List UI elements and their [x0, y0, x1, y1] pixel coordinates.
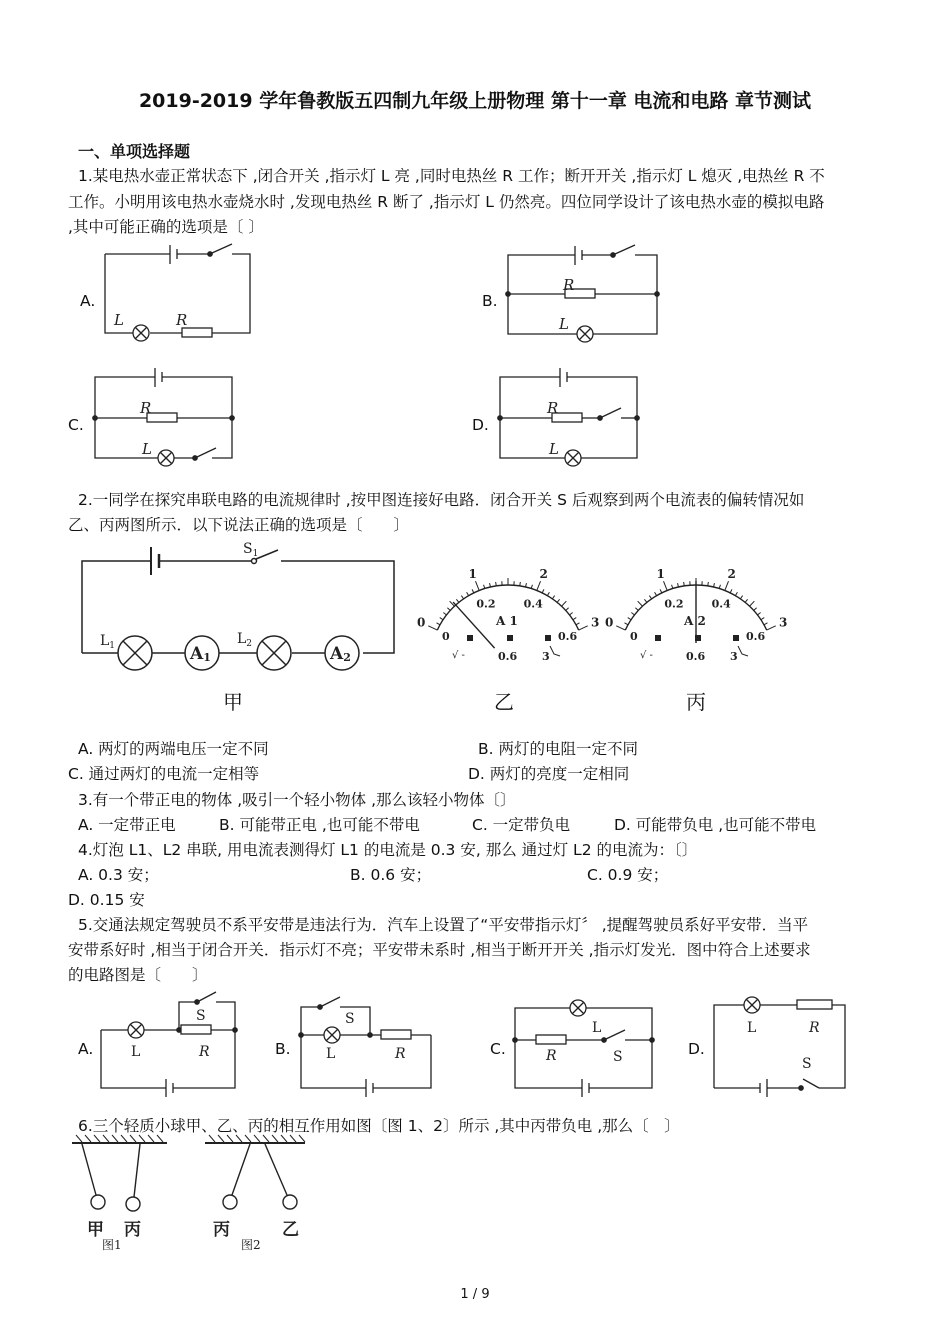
q3-stem: 3.有一个带正电的物体 ,吸引一个轻小物体 ,那么该轻小物体〔〕	[78, 791, 516, 809]
meter-terminal	[655, 635, 661, 641]
meter-tick	[708, 582, 709, 586]
page-title: 2019-2019 学年鲁教版五四制九年级上册物理 第十一章 电流和电路 章节测试	[138, 90, 812, 112]
meter-tick	[440, 618, 443, 620]
meter-tick	[552, 596, 554, 599]
meter-tick	[484, 585, 485, 589]
meter-tick	[638, 601, 643, 606]
q6-fig2-left: 丙	[213, 1220, 230, 1240]
meter-wire	[738, 646, 748, 656]
q5-circuit-d	[711, 990, 861, 1090]
q6-figure-2	[205, 1135, 325, 1250]
meter-bottom-tick-label: 0.2	[664, 597, 684, 611]
meter-tick	[576, 623, 579, 625]
q1-option-a-label: A.	[80, 292, 96, 310]
meter-tick	[569, 613, 572, 615]
meter-tick	[635, 608, 638, 611]
meter-tick	[531, 585, 532, 589]
q1c-label-L: L	[142, 440, 152, 458]
meter-tick	[616, 626, 625, 630]
q2-l2-sub: 2	[246, 639, 253, 649]
q1c-label-R: R	[140, 399, 152, 417]
q5-option-c-label: C.	[490, 1040, 506, 1058]
q1a-label-L: L	[114, 311, 124, 329]
meter-bottom-tick-label: 0.4	[711, 597, 731, 611]
q5d-label-S: S	[802, 1056, 812, 1072]
q5-circuit-c	[512, 990, 672, 1090]
q2-caption-jia: 甲	[223, 690, 243, 714]
meter-tick	[437, 623, 440, 625]
meter-tick	[547, 592, 549, 595]
meter-tick	[447, 608, 450, 611]
q5a-label-R: R	[199, 1044, 210, 1060]
meter-tick	[542, 589, 544, 593]
meter-tick	[566, 608, 569, 611]
q1-circuit-b	[505, 240, 665, 340]
q6-fig1-left: 甲	[87, 1220, 104, 1240]
meter-terminal	[733, 635, 739, 641]
q2-a2-sub: 2	[343, 651, 351, 664]
meter-terminal	[467, 635, 473, 641]
meter-tick	[562, 601, 567, 606]
meter-terminal-label: 3	[542, 650, 550, 663]
q5-circuit-b	[298, 990, 448, 1090]
meter-top-tick-label: 3	[591, 615, 600, 630]
q3-option-c: C. 一定带负电	[472, 816, 571, 834]
q5-option-d-label: D.	[688, 1040, 705, 1058]
q1-option-c-label: C.	[68, 416, 84, 434]
q2-caption-yi: 乙	[494, 690, 514, 714]
q2-s1-sub: 1	[252, 549, 259, 559]
q2-l1-label: L	[100, 633, 110, 649]
meter-top-tick-label: 2	[727, 566, 736, 581]
q5b-label-L: L	[326, 1046, 336, 1062]
svg-text:S1	[243, 541, 258, 559]
meter-terminal-label: 0.6	[686, 650, 706, 663]
meter-tick	[655, 592, 657, 595]
meter-tick	[472, 589, 474, 593]
meter-tick	[660, 589, 662, 593]
meter-tick	[735, 592, 737, 595]
q6-fig1-caption: 图1	[102, 1238, 122, 1252]
q4-option-a: A. 0.3 安；	[78, 866, 159, 884]
meter-tick	[461, 596, 463, 599]
q5-line-3: 的电路图是〔 〕	[68, 966, 208, 984]
q6-fig2-caption: 图2	[241, 1238, 261, 1252]
meter-tick	[476, 581, 480, 590]
q2-s1-label: S	[243, 541, 253, 557]
q1-circuit-a	[100, 240, 260, 340]
q4-option-d: D. 0.15 安	[68, 891, 145, 909]
q5b-label-R: R	[395, 1046, 406, 1062]
meter-tick	[537, 581, 541, 590]
q1-circuit-d	[497, 365, 657, 465]
q5c-label-R: R	[546, 1048, 557, 1064]
q1-option-d-label: D.	[472, 416, 489, 434]
q5a-label-S: S	[196, 1008, 206, 1024]
meter-tick	[443, 613, 446, 615]
meter-tick	[579, 626, 588, 630]
meter-tick	[644, 599, 647, 602]
q1d-label-L: L	[549, 440, 559, 458]
q3-option-d: D. 可能带负电 ,也可能不带电	[614, 816, 817, 834]
q2-caption-bing: 丙	[686, 690, 706, 714]
meter-bottom-tick-label: 0.4	[523, 597, 543, 611]
meter-top-tick-label: 1	[656, 566, 665, 581]
meter-bottom-tick-label: 0.6	[558, 629, 578, 643]
q5-line-2: 安带系好时 ,相当于闭合开关．指示灯不亮；平安带未系时 ,相当于断开开关 ,指示灯发光．图中符合上述要求	[68, 941, 811, 959]
svg-text:L1	[100, 633, 115, 651]
q2-l2-label: L	[237, 631, 247, 647]
q4-stem: 4.灯泡 L1、L2 串联, 用电流表测得灯 L1 的电流是 0.3 安, 那么 通过灯 L2 的电流为：〔〕	[78, 841, 698, 859]
meter-tick	[730, 589, 732, 593]
meter-tick	[557, 599, 560, 602]
meter-tick	[767, 626, 776, 630]
q2-meter-bing	[606, 548, 786, 668]
q1-line-3: ,其中可能正确的选项是〔 〕	[68, 218, 264, 236]
meter-tick	[725, 581, 729, 590]
q1d-label-R: R	[547, 399, 559, 417]
q4-option-b: B. 0.6 安；	[350, 866, 432, 884]
q5-circuit-a	[98, 990, 248, 1090]
q5b-label-S: S	[345, 1011, 355, 1027]
meter-tick	[684, 582, 685, 586]
q6-fig1-right: 丙	[124, 1220, 141, 1240]
meter-top-tick-label: 1	[468, 566, 477, 581]
q1a-label-R: R	[176, 311, 188, 329]
meter-top-tick-label: 0	[604, 615, 614, 630]
meter-terminal	[507, 635, 513, 641]
q5a-label-L: L	[131, 1044, 141, 1060]
meter-minus-label: √ -	[640, 650, 653, 661]
meter-tick	[456, 599, 459, 602]
meter-tick	[672, 585, 673, 589]
meter-wire	[550, 646, 560, 656]
meter-tick	[467, 592, 469, 595]
q2-l1-sub: 1	[109, 641, 116, 651]
q2-option-a: A. 两灯的两端电压一定不同	[78, 740, 269, 758]
q6-stem: 6.三个轻质小球甲、乙、丙的相互作用如图〔图 1、2〕所示 ,其中丙带负电 ,那么〔 〕	[78, 1117, 680, 1135]
meter-tick	[719, 585, 720, 589]
q3-option-a: A. 一定带正电	[78, 816, 176, 834]
q5c-label-S: S	[613, 1049, 623, 1065]
meter-bottom-tick-label: 0.2	[476, 597, 496, 611]
q2-option-d: D. 两灯的亮度一定相同	[468, 765, 630, 783]
meter-minus-label: √ -	[452, 650, 465, 661]
meter-tick	[764, 623, 767, 625]
meter-tick	[740, 596, 742, 599]
meter-bottom-tick-label: 0	[629, 629, 638, 643]
meter-tick	[573, 618, 576, 620]
page-number: 1 / 9	[460, 1287, 490, 1302]
q1b-label-R: R	[563, 276, 575, 294]
q2-line-2: 乙、丙两图所示．以下说法正确的选项是〔 〕	[68, 516, 410, 534]
meter-tick	[628, 618, 631, 620]
q2-line-1: 2.一同学在探究串联电路的电流规律时 ,按甲图连接好电路．闭合开关 S 后观察到两个电流表的偏转情况如	[78, 491, 805, 509]
q5d-label-R: R	[809, 1020, 820, 1036]
meter-tick	[757, 613, 760, 615]
q2-a1-sub: 1	[203, 651, 211, 664]
meter-terminal	[545, 635, 551, 641]
meter-tick	[520, 582, 521, 586]
q2-meter-yi	[418, 548, 598, 668]
q5d-label-L: L	[747, 1020, 757, 1036]
q2-circuit-jia	[78, 535, 408, 665]
meter-top-tick-label: 3	[779, 615, 788, 630]
q3-option-b: B. 可能带正电 ,也可能不带电	[219, 816, 420, 834]
q1b-label-L: L	[559, 315, 569, 333]
meter-tick	[761, 618, 764, 620]
meter-terminal	[695, 635, 701, 641]
q2-a2-label: A	[330, 644, 344, 664]
q1-line-2: 工作。小明用该电热水壶烧水时 ,发现电热丝 R 断了 ,指示灯 L 仍然亮。四位同学设计了该电热水壶的模拟电路	[68, 193, 825, 211]
meter-terminal-label: 3	[730, 650, 738, 663]
q6-figure-1	[72, 1135, 182, 1250]
meter-tick	[754, 608, 757, 611]
q6-fig2-right: 乙	[282, 1220, 299, 1240]
meter-tick	[664, 581, 668, 590]
meter-top-tick-label: 2	[539, 566, 548, 581]
q5-option-a-label: A.	[78, 1040, 94, 1058]
q2-a1-label: A	[190, 644, 204, 664]
meter-tick	[745, 599, 748, 602]
meter-tick	[496, 582, 497, 586]
q2-option-c: C. 通过两灯的电流一定相等	[68, 765, 260, 783]
q1-line-1: 1.某电热水壶正常状态下 ,闭合开关 ,指示灯 L 亮 ,同时电热丝 R 工作；断开开关 ,指示灯 L 熄灭 ,电热丝 R 不	[78, 167, 825, 185]
meter-terminal-label: 0.6	[498, 650, 518, 663]
q5-line-1: 5.交通法规定驾驶员不系平安带是违法行为．汽车上设置了“平安带指示灯〞 ,提醒驾驶员系好平安带．当平	[78, 916, 809, 934]
svg-text:L2	[237, 631, 252, 649]
meter-tick	[649, 596, 651, 599]
q4-option-c: C. 0.9 安；	[587, 866, 669, 884]
q5-option-b-label: B.	[275, 1040, 291, 1058]
meter-top-tick-label: 0	[416, 615, 426, 630]
meter-tick	[625, 623, 628, 625]
meter-name: A 1	[496, 614, 518, 628]
meter-name: A 2	[684, 614, 706, 628]
meter-tick	[428, 626, 437, 630]
section-heading: 一、单项选择题	[78, 142, 191, 161]
q5c-label-L: L	[592, 1020, 602, 1036]
q1-option-b-label: B.	[482, 292, 498, 310]
meter-bottom-tick-label: 0.6	[746, 629, 766, 643]
meter-tick	[631, 613, 634, 615]
q1-circuit-c	[92, 365, 252, 465]
meter-bottom-tick-label: 0	[441, 629, 450, 643]
meter-tick	[750, 601, 755, 606]
q2-option-b: B. 两灯的电阻一定不同	[478, 740, 638, 758]
